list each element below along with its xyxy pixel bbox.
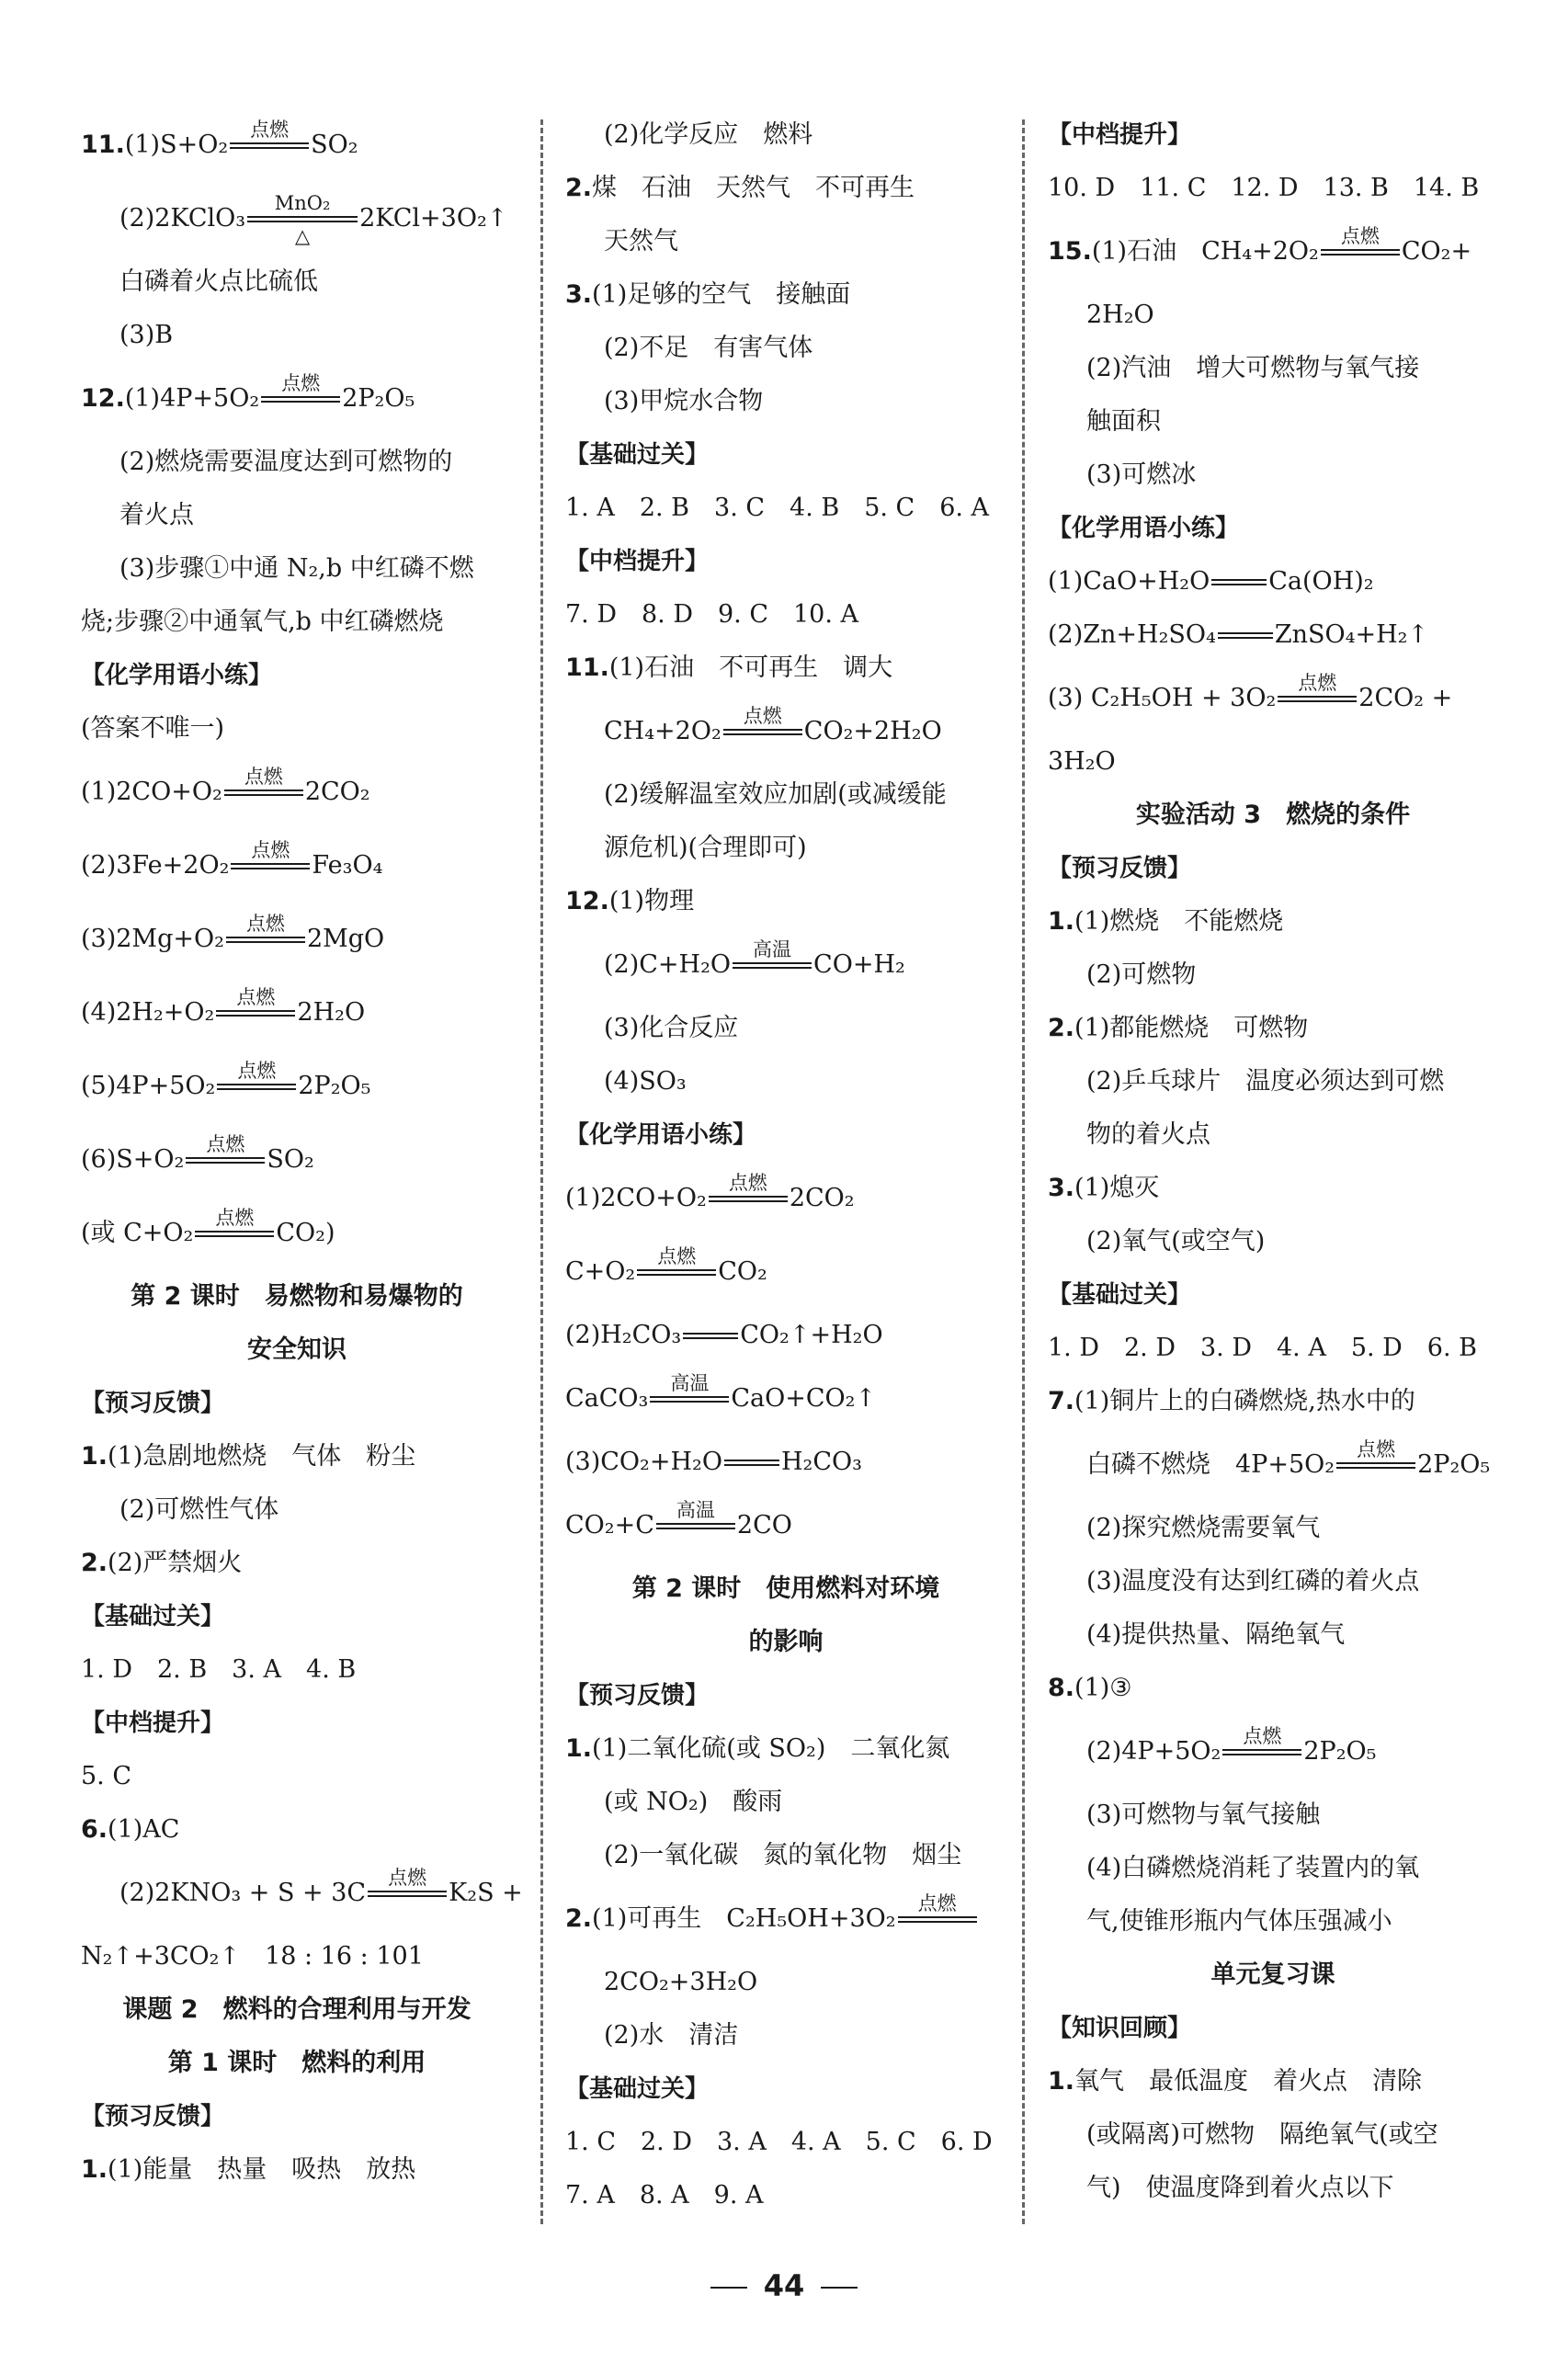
text-line: (3)甲烷水合物 [604, 387, 764, 415]
section-heading: 【预习反馈】 [81, 2103, 225, 2130]
section-heading: 【知识回顾】 [1048, 2015, 1192, 2042]
text-line: (2)可燃性气体 [119, 1495, 279, 1524]
column-3 [1048, 108, 1498, 2215]
text-line: 3.(1)熄灭 [1048, 1174, 1160, 1202]
column-2 [565, 108, 1006, 2222]
equation-line: (4)2H₂+O₂ 点燃 2H₂O [81, 985, 366, 1027]
equation-line: (2)4P+5O₂ 点燃 2P₂O₅ [1086, 1724, 1377, 1766]
answer-12-1: 12.(1)4P+5O₂ 点燃 2P₂O₅ [81, 371, 415, 413]
equation-line: CO₂+C 高温 2CO [565, 1498, 792, 1539]
text-line: (2)乒乓球片 温度必须达到可燃 [1086, 1067, 1445, 1096]
text-line: (2)化学反应 燃料 [604, 120, 813, 149]
lesson-title: 第 1 课时 燃料的利用 [167, 2049, 426, 2077]
text-line: (2)不足 有害气体 [604, 334, 813, 362]
text-line: (2)缓解温室效应加剧(或减缓能 [604, 780, 947, 809]
text-line: 1.氧气 最低温度 着火点 清除 [1048, 2067, 1423, 2096]
section-heading: 【基础过关】 [1048, 1281, 1192, 1309]
answer-list: 1. C 2. D 3. A 4. A 5. C 6. D [565, 2128, 993, 2156]
text-line: (4)SO₃ [604, 1067, 687, 1096]
column-divider-1 [540, 119, 543, 2224]
text-line: 着火点 [119, 501, 194, 529]
text-line: 白磷着火点比硫低 [119, 267, 318, 296]
text-line: (3)化合反应 [604, 1014, 739, 1042]
text-line: (2)燃烧需要温度达到可燃物的 [119, 448, 453, 476]
answer-list: 1. D 2. B 3. A 4. B [81, 1655, 357, 1684]
equation-line: C+O₂ 点燃 CO₂ [565, 1244, 767, 1286]
text-line: (2)氧气(或空气) [1086, 1227, 1266, 1255]
text-line: 3.(1)足够的空气 接触面 [565, 280, 851, 309]
equation-line: (3) C₂H₅OH + 3O₂ 点燃 2CO₂ + [1048, 671, 1453, 712]
answer-list: 10. D 11. C 12. D 13. B 14. B [1048, 174, 1480, 202]
text-line: 7.(1)铜片上的白磷燃烧,热水中的 [1048, 1387, 1415, 1415]
equation-line: (2)H₂CO₃ CO₂↑+H₂O [565, 1321, 883, 1349]
answer-list: 7. A 8. A 9. A [565, 2181, 764, 2210]
equation-line: (2)C+H₂O 高温 CO+H₂ [604, 937, 905, 979]
answer-11-2: (2)2KClO₃ MnO₂ △ 2KCl+3O₂↑ [119, 191, 508, 247]
section-heading: 【中档提升】 [565, 548, 710, 575]
text-line: N₂↑+3CO₂↑ 18 : 16 : 101 [81, 1942, 424, 1971]
text-line: 1.(1)急剧地燃烧 气体 粉尘 [81, 1442, 416, 1471]
equation-line: (2)Zn+H₂SO₄ ZnSO₄+H₂↑ [1048, 620, 1429, 649]
equation-line: 15.(1)石油 CH₄+2O₂ 点燃 CO₂+ [1048, 224, 1472, 266]
section-heading: 【化学用语小练】 [81, 662, 273, 689]
column-1 [81, 108, 523, 2197]
answer-list: 1. D 2. D 3. D 4. A 5. D 6. B [1048, 1334, 1477, 1362]
text-line: 源危机)(合理即可) [604, 834, 807, 862]
section-heading: 【基础过关】 [565, 2075, 710, 2103]
text-line: 11.(1)石油 不可再生 调大 [565, 653, 893, 682]
page-number: 44 [0, 2268, 1568, 2303]
text-line: 1.(1)燃烧 不能燃烧 [1048, 907, 1284, 936]
section-heading: 【预习反馈】 [1048, 855, 1192, 882]
answer-list: 7. D 8. D 9. C 10. A [565, 600, 859, 629]
text-line: 气) 使温度降到着火点以下 [1086, 2174, 1394, 2202]
section-heading: 【预习反馈】 [81, 1390, 225, 1417]
text-line: (4)提供热量、隔绝氧气 [1086, 1620, 1346, 1649]
text-line: (3)步骤①中通 N₂,b 中红磷不燃 [119, 554, 474, 583]
section-heading: 【化学用语小练】 [1048, 515, 1240, 542]
text-line: (2)可燃物 [1086, 960, 1197, 989]
equation-line: (2)3Fe+2O₂ 点燃 Fe₃O₄ [81, 838, 383, 880]
equation-line: 白磷不燃烧 4P+5O₂ 点燃 2P₂O₅ [1086, 1437, 1491, 1479]
equation-line: (1)2CO+O₂ 点燃 2CO₂ [81, 765, 370, 806]
equation-line: (5)4P+5O₂ 点燃 2P₂O₅ [81, 1059, 371, 1100]
text-line: (或 NO₂) 酸雨 [604, 1788, 783, 1816]
text-line: 2.(2)严禁烟火 [81, 1549, 243, 1577]
column-divider-2 [1022, 119, 1025, 2224]
lesson-title: 安全知识 [247, 1335, 347, 1364]
equation-line: CaCO₃ 高温 CaO+CO₂↑ [565, 1371, 877, 1413]
equation-line: (1)CaO+H₂O Ca(OH)₂ [1048, 567, 1374, 596]
equation-line: (6)S+O₂ 点燃 SO₂ [81, 1132, 314, 1174]
equation-line: (3)2Mg+O₂ 点燃 2MgO [81, 912, 385, 953]
section-heading: 【化学用语小练】 [565, 1121, 757, 1149]
text-line: 物的着火点 [1086, 1120, 1210, 1149]
equation-line: 2.(1)可再生 C₂H₅OH+3O₂ 点燃 [565, 1882, 1006, 1956]
text-line: 12.(1)物理 [565, 887, 695, 915]
text-line: (2)探究燃烧需要氧气 [1086, 1514, 1321, 1542]
lesson-title: 单元复习课 [1210, 1960, 1335, 1989]
text-line: (3)温度没有达到红磷的着火点 [1086, 1567, 1420, 1596]
lesson-title: 第 2 课时 使用燃料对环境 [631, 1574, 940, 1603]
text-line: (4)白磷燃烧消耗了装置内的氧 [1086, 1854, 1420, 1882]
equation-line: (3)CO₂+H₂O H₂CO₃ [565, 1448, 862, 1476]
text-line: (3)可燃冰 [1086, 460, 1197, 489]
text-line: 气,使锥形瓶内气体压强减小 [1086, 1907, 1392, 1936]
text-line: 2CO₂+3H₂O [604, 1968, 758, 1996]
text-line: 2.(1)都能燃烧 可燃物 [1048, 1014, 1309, 1042]
equation-line: (2)2KNO₃ + S + 3C 点燃 K₂S + [119, 1866, 523, 1907]
text-line: (答案不唯一) [81, 714, 225, 743]
section-heading: 【基础过关】 [81, 1603, 225, 1630]
text-line: 1.(1)二氧化硫(或 SO₂) 二氧化氮 [565, 1734, 950, 1763]
text-line: 1.(1)能量 热量 吸热 放热 [81, 2155, 416, 2184]
text-line: 烧;步骤②中通氧气,b 中红磷燃烧 [81, 608, 444, 636]
text-line: (3)B [119, 321, 174, 349]
text-line: 2H₂O [1086, 301, 1154, 329]
text-line: (2)汽油 增大可燃物与氧气接 [1086, 354, 1420, 382]
equation-line: CH₄+2O₂ 点燃 CO₂+2H₂O [604, 704, 942, 745]
text-line: (2)水 清洁 [604, 2021, 739, 2050]
answer-list: 5. C [81, 1762, 132, 1790]
equation-line: (或 C+O₂ 点燃 CO₂) [81, 1206, 335, 1247]
section-heading: 【预习反馈】 [565, 1682, 710, 1710]
lesson-title: 第 2 课时 易燃物和易爆物的 [131, 1282, 463, 1311]
equation-line: (1)2CO+O₂ 点燃 2CO₂ [565, 1171, 855, 1212]
answer-list: 1. A 2. B 3. C 4. B 5. C 6. A [565, 494, 990, 522]
section-heading: 【中档提升】 [81, 1710, 225, 1737]
text-line: (3)可燃物与氧气接触 [1086, 1801, 1321, 1829]
text-line: 2.煤 石油 天然气 不可再生 [565, 174, 915, 202]
text-line: (2)一氧化碳 氮的氧化物 烟尘 [604, 1841, 962, 1869]
lesson-title: 的影响 [748, 1628, 824, 1656]
text-line: 6.(1)AC [81, 1815, 180, 1844]
text-line: 天然气 [604, 227, 678, 256]
topic-title: 课题 2 燃料的合理利用与开发 [122, 1995, 472, 2024]
answer-11-1: 11.(1)S+O₂ 点燃 SO₂ [81, 118, 358, 159]
text-line: 触面积 [1086, 407, 1161, 436]
text-line: 3H₂O [1048, 747, 1116, 776]
section-heading: 【中档提升】 [1048, 121, 1192, 149]
section-heading: 【基础过关】 [565, 441, 710, 469]
text-line: (或隔离)可燃物 隔绝氧气(或空 [1086, 2120, 1438, 2149]
lesson-title: 实验活动 3 燃烧的条件 [1135, 801, 1411, 829]
text-line: 8.(1)③ [1048, 1674, 1132, 1702]
